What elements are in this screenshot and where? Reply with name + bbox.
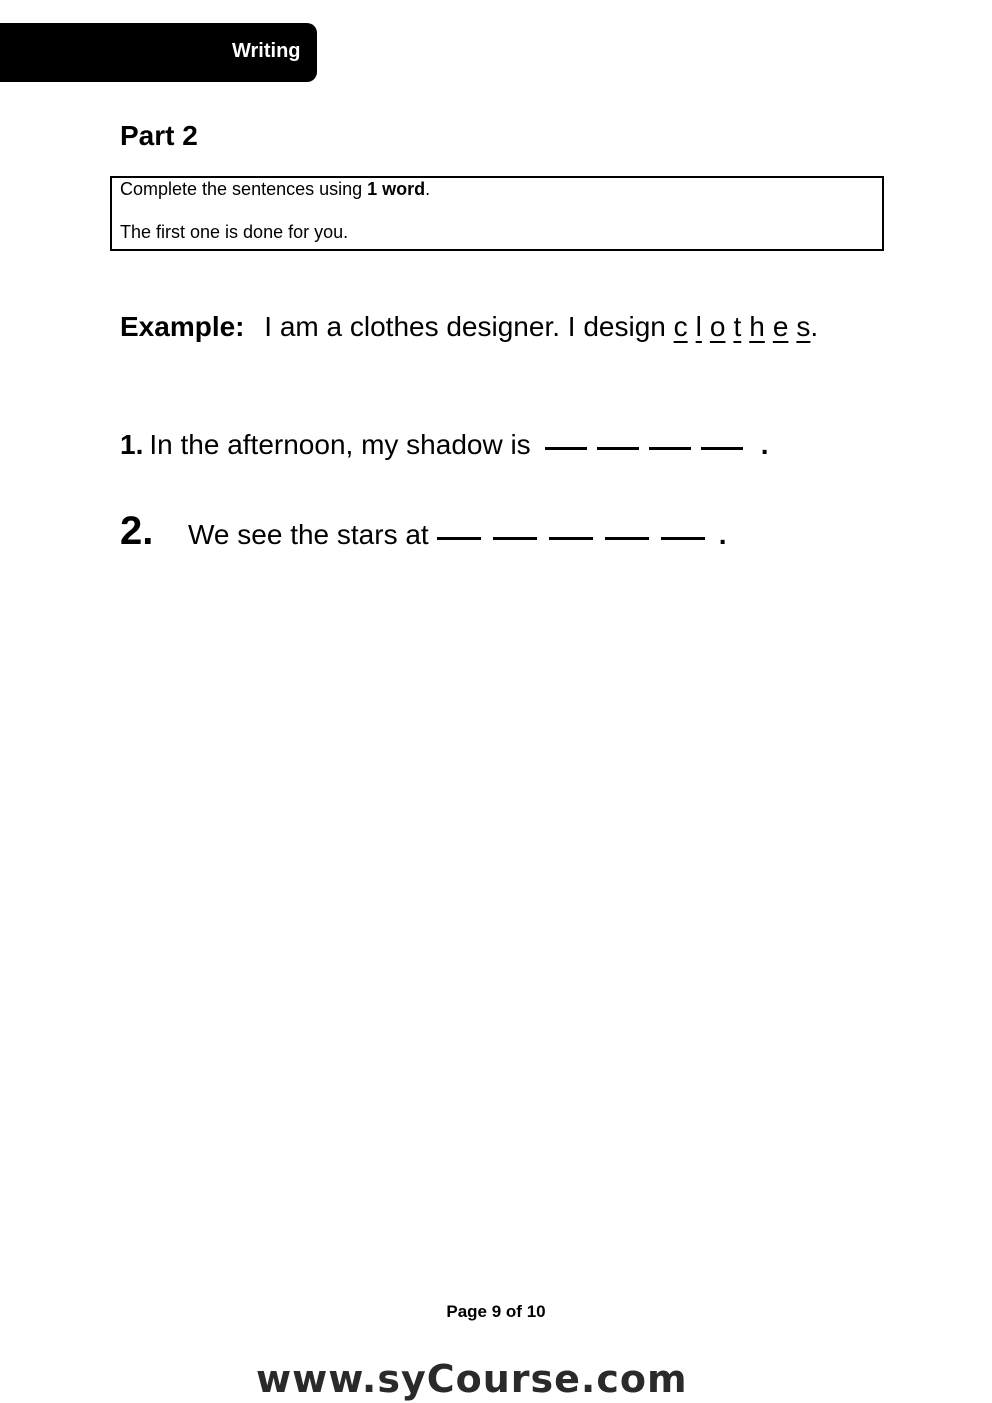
letter-blank[interactable]: [605, 537, 649, 540]
website-watermark: www.syCourse.com: [256, 1357, 688, 1401]
example-sentence: [120, 309, 818, 345]
page-number: [0, 1301, 992, 1323]
example-answer-letter: s: [796, 311, 811, 342]
section-tab-label: Writing: [232, 40, 301, 62]
question-text: In the afternoon, my shadow is: [149, 429, 531, 460]
page-total: 10: [526, 1302, 546, 1321]
question-1: [120, 427, 768, 463]
example-answer-letter: o: [709, 311, 726, 342]
question-number: 1.: [120, 429, 144, 460]
example-answer-letter: l: [695, 311, 702, 342]
question-end: .: [718, 519, 727, 550]
letter-blank[interactable]: [545, 447, 587, 450]
instruction-line-1: [120, 178, 430, 200]
example-answer-letter: h: [749, 311, 765, 342]
example-label: Example:: [120, 311, 245, 342]
letter-blank[interactable]: [649, 447, 691, 450]
answer-blanks[interactable]: [545, 451, 743, 454]
instruction-text: Complete the sentences using: [120, 179, 368, 199]
question-2: [120, 510, 727, 556]
part-title: Part 2: [120, 120, 198, 151]
example-answer-letter: e: [772, 311, 789, 342]
page-current: 9: [491, 1302, 502, 1321]
example-answer-letter: t: [733, 311, 742, 342]
letter-blank[interactable]: [437, 537, 481, 540]
question-number: 2.: [120, 509, 154, 553]
letter-blank[interactable]: [597, 447, 639, 450]
page-prefix: Page: [446, 1302, 492, 1321]
example-answer: [674, 309, 811, 345]
question-text: We see the stars at: [188, 519, 429, 550]
example-end: .: [810, 311, 819, 342]
instruction-word-count: 1 word: [367, 179, 426, 199]
example-text: I am a clothes designer. I design: [264, 311, 674, 342]
letter-blank[interactable]: [493, 537, 537, 540]
letter-blank[interactable]: [549, 537, 593, 540]
instruction-line-2: The first one is done for you.: [120, 222, 349, 242]
letter-blank[interactable]: [661, 537, 705, 540]
letter-blank[interactable]: [701, 447, 743, 450]
page-of: of: [501, 1302, 527, 1321]
example-answer-letter: c: [673, 311, 688, 342]
instruction-punctuation: .: [425, 179, 431, 199]
answer-blanks[interactable]: [437, 541, 705, 544]
instructions-box: [110, 176, 884, 251]
question-end: .: [760, 429, 769, 460]
